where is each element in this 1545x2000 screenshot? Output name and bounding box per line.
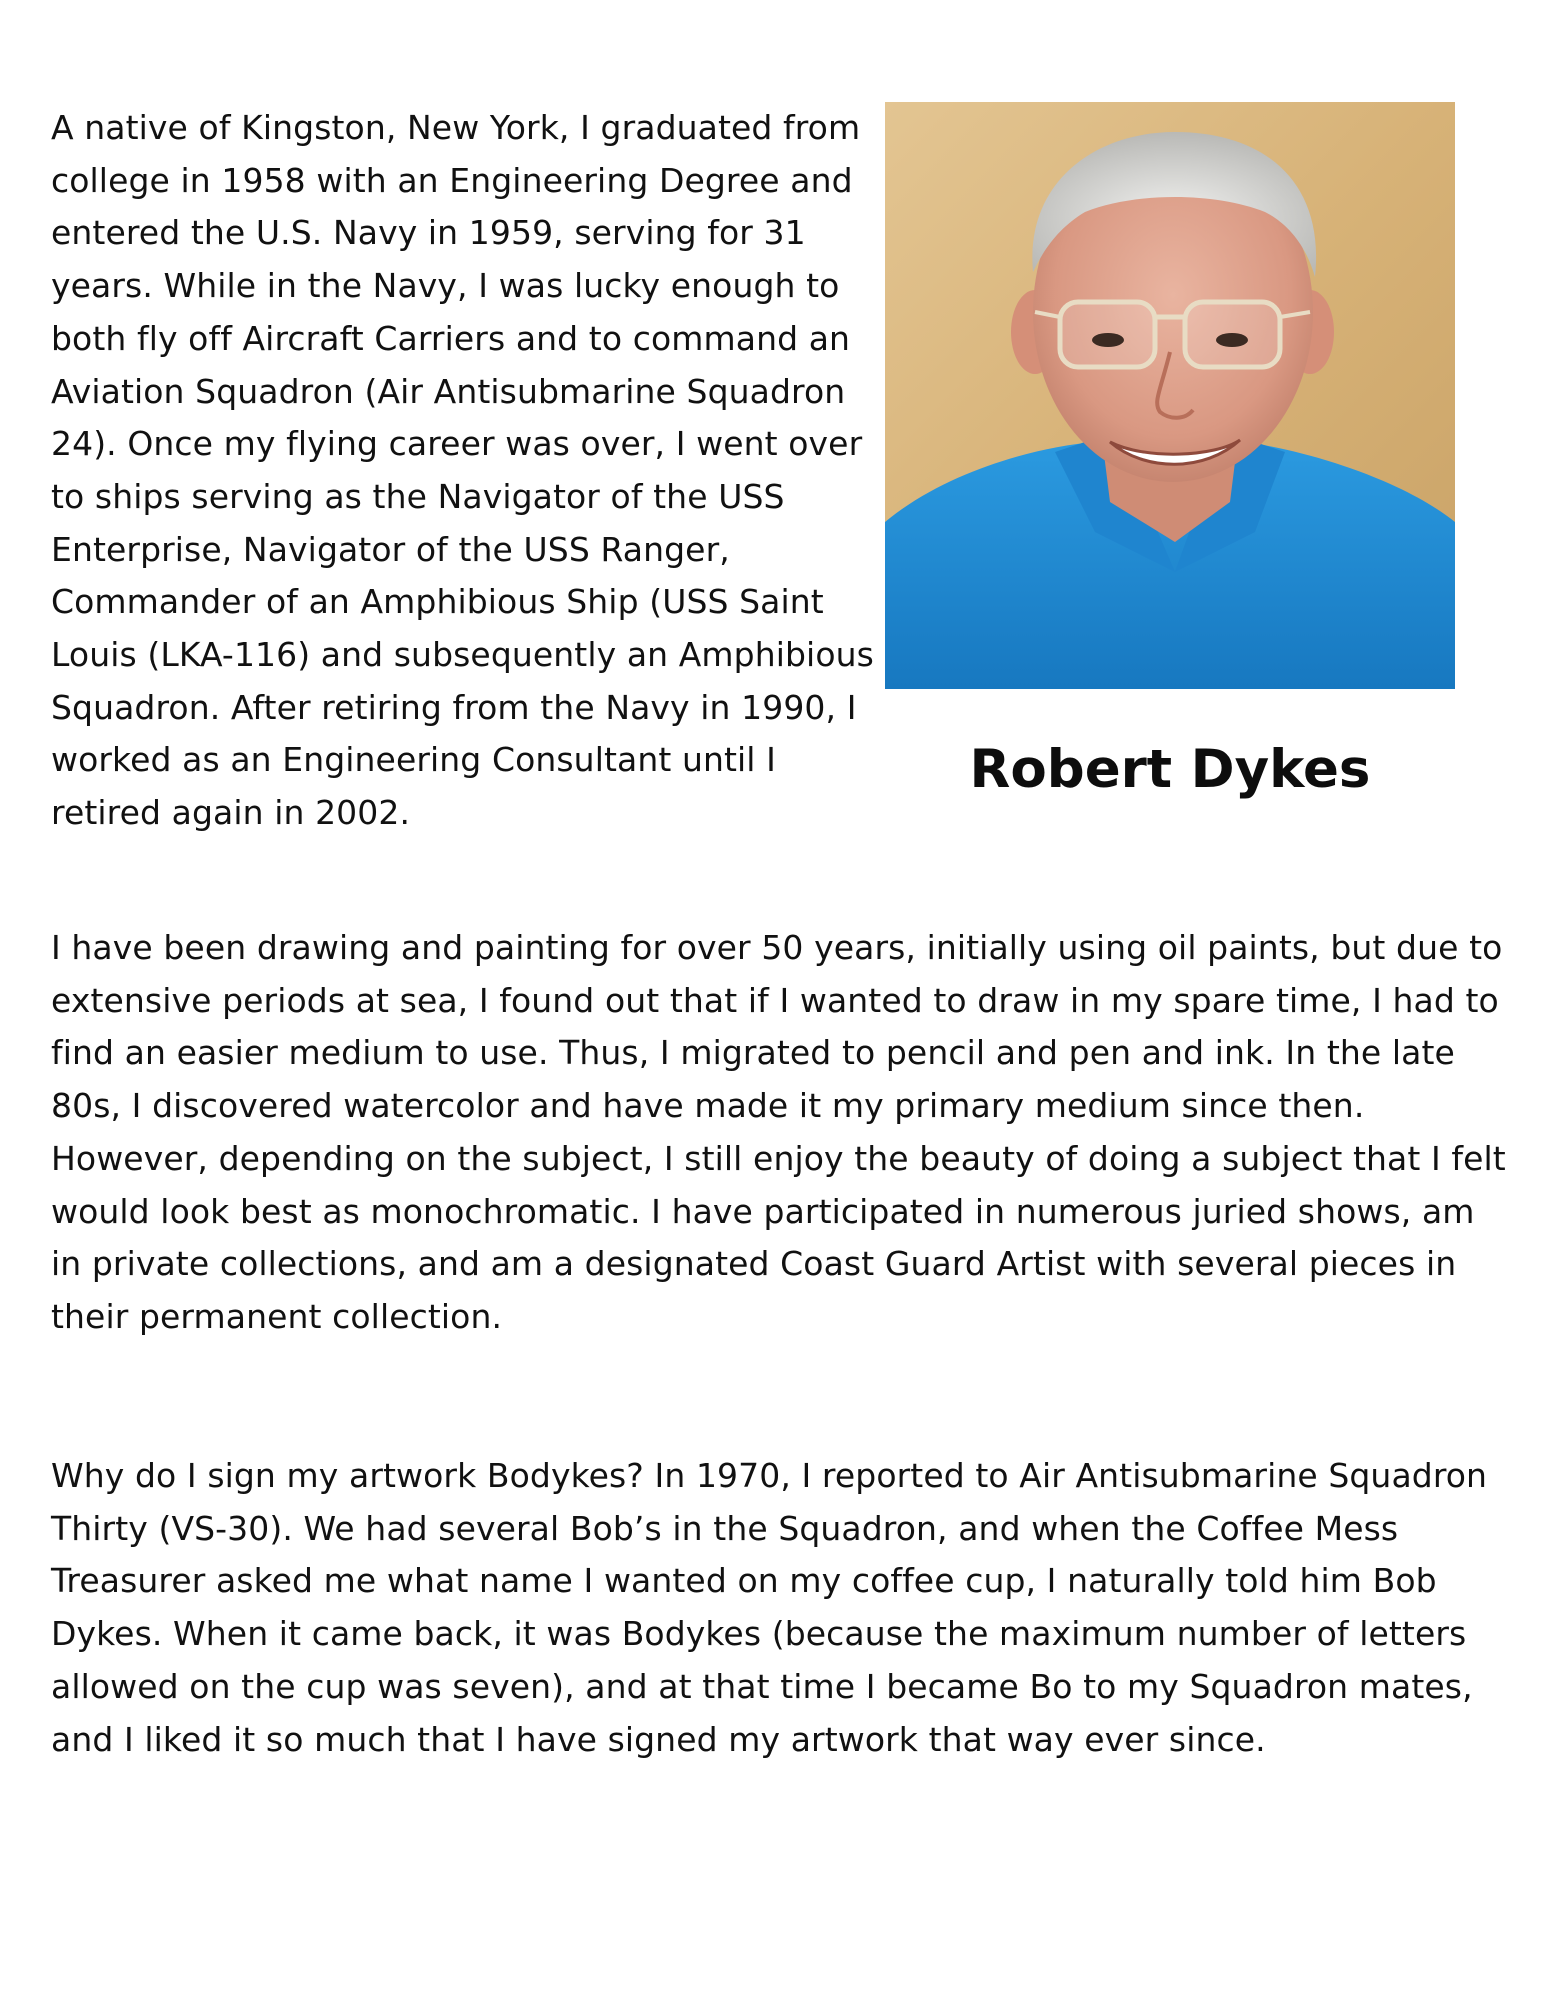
bio-intro-paragraph: A native of Kingston, New York, I graduated from college in 1958 with an Engineering Degree and entered the U.S. Navy in 1959, serving for 31 years. While in the Navy, I was lucky enough to both fly off Aircraft Carriers and to command an Aviation Squadron (Air Antisubmarine Squadron 24). Once my flying career was over, I went over to ships serving as the Navigator of the USS Enterprise, Navigator of the USS Ranger, Commander of an Amphibious Ship (USS Saint Louis (LKA-116) and subsequently an Amphibious Squadron. After retiring from the Navy in 1990, I worked as an Engineering Consultant until I retired again in 2002. — [51, 108, 874, 833]
bio-signature-story-paragraph: Why do I sign my artwork Bodykes? In 1970, I reported to Air Antisubmarine Squadron Thirty (VS-30). We had several Bob’s in the Squadron, and when the Coffee Mess Treasurer asked me what name I wanted on my coffee cup, I naturally told him Bob Dykes. When it came back, it was Bodykes (because the maximum number of letters allowed on the cup was seven), and at that time I became Bo to my Squadron mates, and I liked it so much that I have signed my artwork that way ever since. — [51, 1456, 1488, 1759]
artist-portrait-photo — [885, 102, 1455, 689]
bio-art-career-paragraph: I have been drawing and painting for over 50 years, initially using oil paints, but due to extensive periods at sea, I found out that if I wanted to draw in my spare time, I had to find an easier medium to use. Thus, I migrated to pencil and pen and ink. In the late 80s, I discovered watercolor and have made it my primary medium since then. However, depending on the subject, I still enjoy the beauty of doing a subject that I felt would look best as monochromatic. I have participated in numerous juried shows, am in private collections, and am a designated Coast Guard Artist with several pieces in their permanent collection. — [51, 928, 1506, 1336]
artist-name-heading: Robert Dykes — [969, 739, 1371, 800]
portrait-illustration — [885, 102, 1455, 689]
